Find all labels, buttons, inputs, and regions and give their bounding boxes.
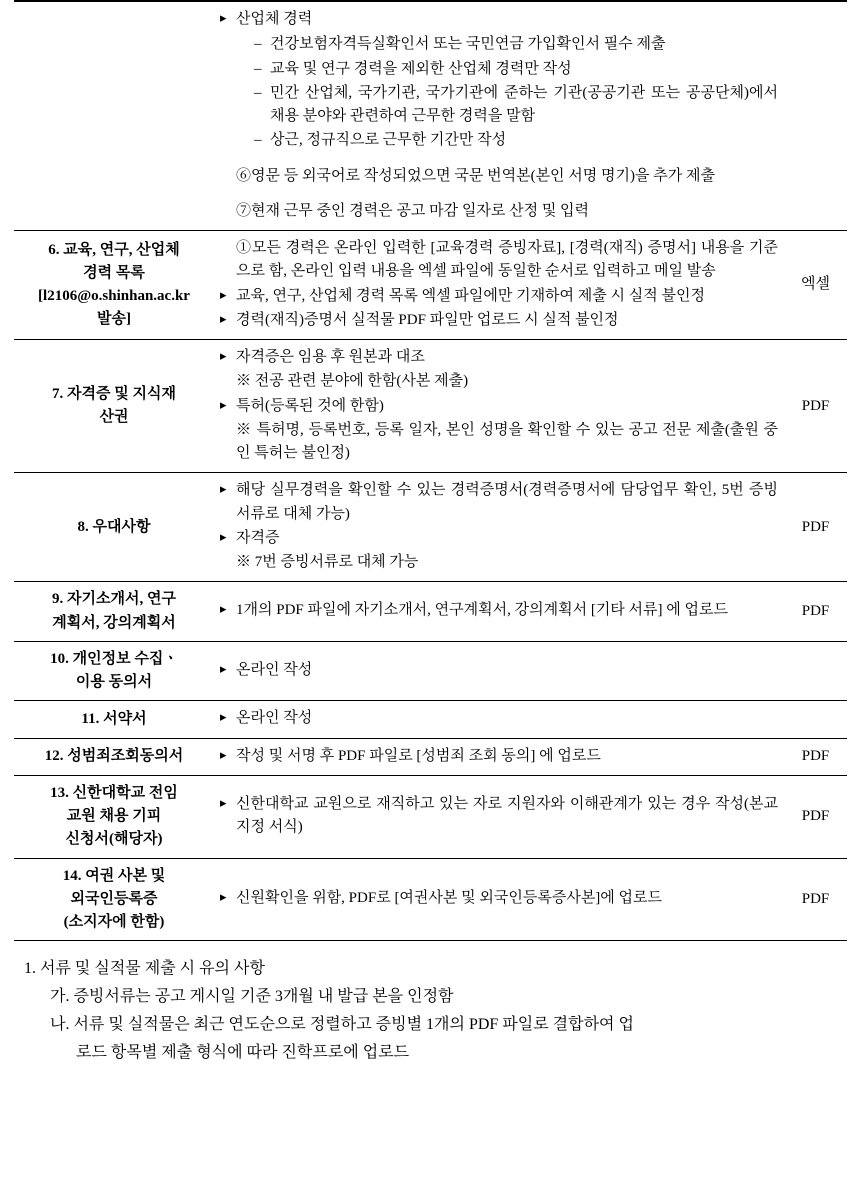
list-item: ▸ 신한대학교 교원으로 재직하고 있는 자로 지원자와 이해관계가 있는 경우 작성(본교 지정 서식) [220,793,778,840]
table-row [14,641,847,701]
row-label-line: 14. 여권 사본 및 [62,867,166,884]
sub-list-item: – 교육 및 연구 경력을 제외한 산업체 경력만 작성 [254,58,778,81]
table-row [14,582,847,642]
list-item: ⑥영문 등 외국어로 작성되었으면 국문 번역본(본인 서명 명기)을 추가 제출 [236,167,715,184]
list-item-note: ※ 특허명, 등록번호, 등록 일자, 본인 성명을 확인할 수 있는 공고 전문 제출(출원 중인 특허는 불인정) [236,421,778,461]
footnote-line: 나. 서류 및 실적물은 최근 연도순으로 정렬하고 증빙별 1개의 PDF 파일로 결합하여 업 [50,1016,634,1034]
row-label-line: 9. 자기소개서, 연구 [52,591,176,608]
table-row [14,340,847,473]
row-body-cell [214,340,784,473]
spacer [220,154,778,164]
row-label-cell [14,641,214,701]
row-label-cell [14,340,214,473]
list-item: ▸ 작성 및 서명 후 PDF 파일로 [성범죄 조회 동의] 에 업로드 [220,745,778,768]
row-format-cell: PDF [784,738,847,775]
row-body-cell [214,473,784,582]
row-label-line: 계획서, 강의계획서 [52,614,176,631]
row-format-cell: PDF [784,775,847,858]
row-label-cell [14,582,214,642]
row-label-line: 12. 성범죄조회동의서 [44,748,184,764]
list-item: ▸ 온라인 작성 [220,659,778,682]
list-item: ▸ 특허(등록된 것에 한함) [220,395,778,418]
row-body-cell [214,1,784,231]
row-label-line: 산권 [99,409,129,426]
table-row [14,231,847,340]
row-format-cell [784,1,847,231]
list-item: ▸ 신원확인을 위함, PDF로 [여권사본 및 외국인등록증사본]에 업로드 [220,887,778,910]
row-label-line: 11. 서약서 [81,710,147,727]
submission-requirements-table [14,0,847,941]
sub-list-item: – 건강보험자격득실확인서 또는 국민연금 가입확인서 필수 제출 [254,33,778,56]
list-item: ①모든 경력은 온라인 입력한 [교육경력 증빙자료], [경력(재직) 증명서] 내용을 기준으로 함, 온라인 입력 내용을 엑셀 파일에 동일한 순서로 입력하고 메일 발송 [236,240,778,280]
row-label-line: 10. 개인정보 수집ㆍ [50,650,178,667]
table-row [14,738,847,775]
row-label-line: 외국인등록증 [70,890,158,907]
row-format-cell [784,641,847,701]
row-label-cell [14,473,214,582]
row-label-line: 이용 동의서 [75,674,153,690]
footnotes [14,955,847,1067]
row-label-line: 7. 자격증 및 지식재 [52,385,176,402]
row-body-cell [214,231,784,340]
row-label-cell [14,231,214,340]
list-item: ▸ 1개의 PDF 파일에 자기소개서, 연구계획서, 강의계획서 [기타 서류] 에 업로드 [220,599,778,622]
list-item-text: 산업체 경력 [236,11,313,27]
row-label-line: 13. 신한대학교 전임 [50,784,178,801]
row-body-cell [214,582,784,642]
row-format-cell: PDF [784,582,847,642]
row-label-line: 6. 교육, 연구, 산업체 [48,241,180,258]
list-item: ▸ 자격증 [220,527,778,550]
row-label-cell [14,1,214,231]
table-row [14,701,847,738]
list-item: ▸ 경력(재직)증명서 실적물 PDF 파일만 업로드 시 실적 불인정 [220,309,778,332]
row-body-cell [214,641,784,701]
table-row [14,473,847,582]
row-label-cell [14,858,214,941]
footnote-line: 가. 증빙서류는 공고 게시일 기준 3개월 내 발급 본을 인정함 [50,988,454,1006]
list-item: ▸ 자격증은 임용 후 원본과 대조 [220,346,778,369]
row-label-line: 교원 채용 기피 [66,808,162,824]
row-label-line: 신청서(해당자) [65,831,163,848]
row-format-cell: 엑셀 [784,231,847,340]
list-item: ▸ 온라인 작성 [220,707,778,730]
row-format-cell [784,701,847,738]
row-label-cell [14,775,214,858]
list-item [220,8,778,153]
row-label-cell [14,701,214,738]
sub-list-item: – 민간 산업체, 국가기관, 국가기관에 준하는 기관(공공기관 또는 공공단체)에서 채용 분야와 관련하여 근무한 경력을 말함 [254,82,778,129]
row-body-cell [214,738,784,775]
row-format-cell: PDF [784,858,847,941]
row-label-email: [l2106@o.shinhan.ac.kr [38,288,190,304]
list-item: ▸ 교육, 연구, 산업체 경력 목록 엑셀 파일에만 기재하여 제출 시 실적 불인정 [220,285,778,308]
list-item-note: ※ 7번 증빙서류로 대체 가능 [236,554,419,570]
row-body-cell [214,775,784,858]
row-label-line: 경력 목록 [83,264,145,281]
row-body-cell [214,701,784,738]
spacer [220,189,778,199]
table-row [14,775,847,858]
sub-list-item: – 상근, 정규직으로 근무한 기간만 작성 [254,129,778,152]
list-item: ▸ 해당 실무경력을 확인할 수 있는 경력증명서(경력증명서에 담당업무 확인, 5번 증빙서류로 대체 가능) [220,479,778,526]
table-row [14,1,847,231]
row-format-cell: PDF [784,473,847,582]
row-label-line: 8. 우대사항 [77,518,151,535]
footnote-line: 로드 항목별 제출 형식에 따라 진학프로에 업로드 [76,1044,410,1062]
row-format-cell: PDF [784,340,847,473]
row-body-cell [214,858,784,941]
row-label-cell [14,738,214,775]
sub-list [236,33,778,152]
row-label-line: (소지자에 한함) [63,914,165,930]
footnote-line: 1. 서류 및 실적물 제출 시 유의 사항 [24,960,265,978]
list-item: ⑦현재 근무 중인 경력은 공고 마감 일자로 산정 및 입력 [236,202,590,219]
row-label-line: 발송] [97,311,131,328]
table-row [14,858,847,941]
list-item-note: ※ 전공 관련 분야에 한함(사본 제출) [236,373,469,390]
